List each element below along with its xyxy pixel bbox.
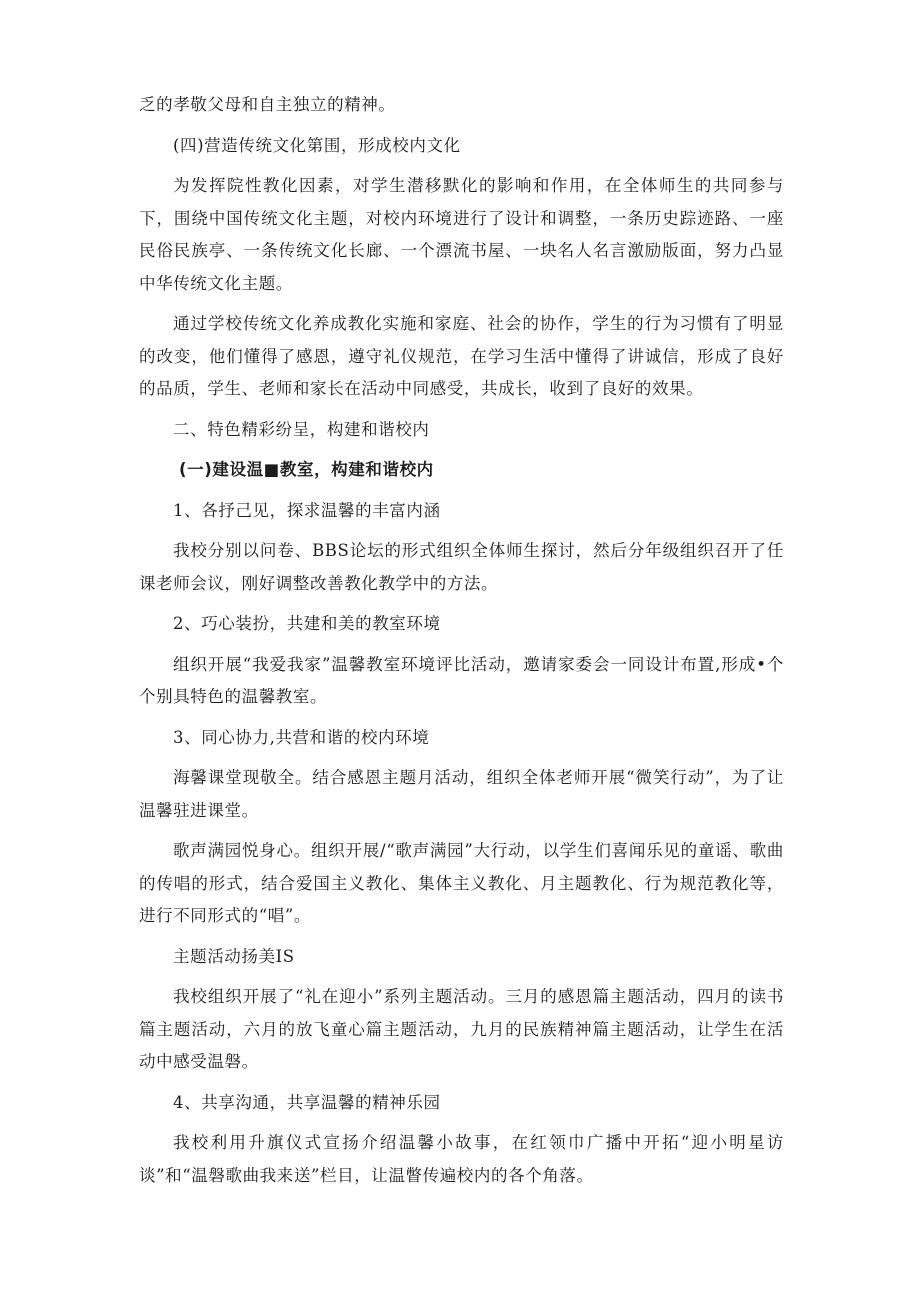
section-heading-1: (一)建设温■教室，构建和谐校内 bbox=[179, 460, 434, 479]
document-body bbox=[139, 89, 784, 1200]
paragraph: 我校分别以问卷、BBS论坛的形式组织全体师生探讨，然后分年级组织召开了任课老师会议，刚好调整改善教化教学中的方法。 bbox=[139, 541, 784, 593]
subheading-3: 3、同心协力,共营和谐的校内环境 bbox=[173, 727, 430, 747]
paragraph: 我校利用升旗仪式宣扬介绍温馨小故事，在红领巾广播中开拓“迎小明星访谈”和“温磐歌曲我来送”栏目，让温瞥传遍校内的各个角落。 bbox=[139, 1133, 784, 1185]
subheading-4: 4、共享沟通，共享温馨的精神乐园 bbox=[173, 1092, 441, 1112]
subheading-1: 1、各抒己见，探求温馨的丰富内涵 bbox=[173, 500, 441, 520]
paragraph: 为发挥院性教化因素，对学生潜移默化的影响和作用，在全体师生的共同参与下，围绕中国传统文化主题，对校内环境进行了设计和调整，一条历史踪迹路、一座民俗民族亭、一条传统文化长廊、一个漂流书屋、一块名人名言激励版面，努力凸显中华传统文化主题。 bbox=[139, 176, 784, 293]
section-heading-4: (四)营造传统文化第围，形成校内文化 bbox=[173, 135, 461, 155]
chapter-heading-2: 二、特色精彩纷呈，构建和谐校内 bbox=[173, 419, 430, 439]
subheading-2: 2、巧心装扮，共建和美的教室环境 bbox=[173, 614, 441, 633]
paragraph-continuation: 乏的孝敬父母和自主独立的精神。 bbox=[139, 95, 396, 114]
paragraph: 歌声满园悦身心。组织开展/“歌声满园”大行动，以学生们喜闻乐见的童谣、歌曲的传唱的形式，结合爱国主义教化、集体主义教化、月主题教化、行为规范教化等，进行不同形式的“唱”。 bbox=[139, 841, 784, 925]
paragraph: 组织开展“我爱我家”温馨教室环境评比活动，邀请家委会一同设计布置,形成•个个别具特色的温馨教室。 bbox=[139, 654, 784, 706]
paragraph: 通过学校传统文化养成教化实施和家庭、社会的协作，学生的行为习惯有了明显的改变，他们懂得了感恩，遵守礼仪规范，在学习生活中懂得了讲诚信，形成了良好的品质，学生、老师和家长在活动中同感受，共成长，收到了良好的效果。 bbox=[139, 314, 784, 398]
subheading-activities: 主题活动扬美IS bbox=[173, 946, 295, 966]
paragraph: 我校组织开展了“礼在迎小”系列主题活动。三月的感恩篇主题活动，四月的读书篇主题活动，六月的放飞童心篇主题活动，九月的民族精神篇主题活动，让学生在活动中感受温磐。 bbox=[139, 987, 784, 1071]
paragraph: 海馨课堂现敬全。结合感恩主题月活动，组织全体老师开展“微笑行动”，为了让温馨驻进课堂。 bbox=[139, 768, 784, 820]
